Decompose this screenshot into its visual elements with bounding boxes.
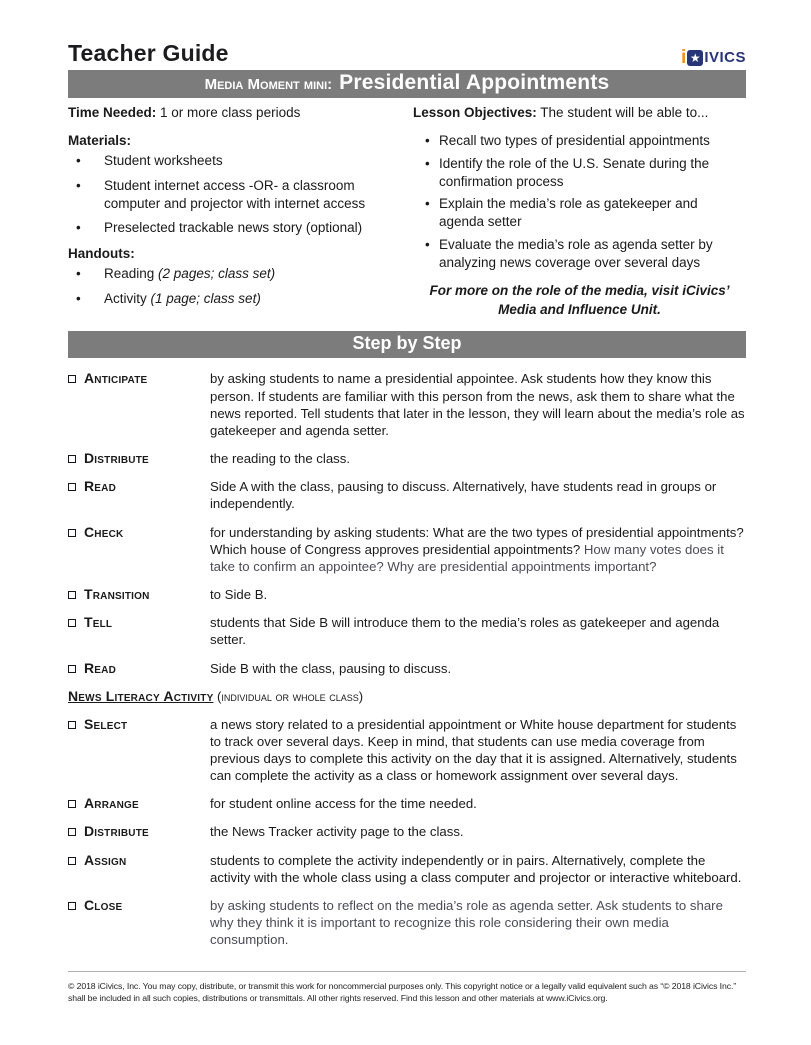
step-label: Tell (84, 614, 113, 631)
step-row (68, 716, 746, 785)
step-label: Distribute (84, 450, 149, 467)
time-needed-value: 1 or more class periods (156, 105, 301, 120)
step-row (68, 795, 746, 812)
step-description: to Side B. (210, 587, 268, 603)
step-row (68, 524, 746, 575)
objectives-intro-text: The student will be able to... (536, 105, 709, 120)
step-label: Transition (84, 586, 150, 603)
copyright-text: © 2018 iCivics, Inc. You may copy, distribute, or transmit this work for noncommercial purposes only. This copyright notice or a legally valid equivalent such as “© 2018 iCivics Inc.” shall be included in all such copies, distributions or transmittals. All other rights reserved. Find this lesson and other materials at www.iCivics.org. (68, 981, 737, 1003)
star-icon: ★ (687, 50, 703, 66)
checkbox-icon (68, 902, 76, 910)
materials-heading: Materials: (68, 133, 132, 148)
step-label: Distribute (84, 823, 149, 840)
materials-list (68, 152, 399, 237)
materials-item: • Student worksheets (68, 152, 399, 170)
step-row (68, 897, 746, 948)
step-description: students to complete the activity independently or in pairs. Alternatively, complete the activity with the whole class using a class computer and projector or interactive whiteboard. (210, 852, 742, 885)
step-description: by asking students to reflect on the media’s role as agenda setter. Ask students to share why they think it is important to recognize this role considering their own media consumption. (210, 897, 723, 948)
step-label: Select (84, 715, 128, 732)
checkbox-icon (68, 857, 76, 865)
step-row (68, 370, 746, 439)
step-description: students that Side B will introduce them to the media’s roles as gatekeeper and agenda setter. (210, 615, 720, 648)
step-description: for understanding by asking students: What are the two types of presidential appointments? Which house of Congress approves presidential appointments? How many votes does it take to confirm an appointee? Why are presidential appointments important? (210, 524, 744, 574)
logo-letter-i: i (681, 47, 687, 68)
checkbox-icon (68, 529, 76, 537)
objective-item: • Identify the role of the U.S. Senate during the confirmation process (413, 155, 746, 191)
objectives-list (413, 132, 746, 272)
materials-column (68, 124, 413, 319)
step-by-step-banner: Step by Step (68, 331, 746, 358)
objective-item: • Recall two types of presidential appointments (413, 132, 746, 150)
checkbox-icon (68, 828, 76, 836)
step-description: by asking students to name a presidential appointee. Ask students how they know this person. If students are familiar with this person from the news, ask them to share what the news reported. Tell students that later in the lesson, they will learn about the media’s role as gatekeeper and agenda setter. (210, 371, 745, 438)
step-row (68, 586, 746, 603)
steps-activity (68, 716, 746, 949)
time-needed (68, 105, 413, 120)
banner-title: Presidential Appointments (339, 71, 610, 94)
materials-item: • Preselected trackable news story (optional) (68, 219, 399, 237)
objective-item: • Evaluate the media’s role as agenda setter by analyzing news coverage over several days (413, 236, 746, 272)
objectives-column (413, 124, 746, 319)
lesson-title-banner (68, 70, 746, 98)
step-label: Anticipate (84, 370, 148, 387)
copyright-footer (68, 971, 746, 1004)
checkbox-icon (68, 455, 76, 463)
lesson-objectives-intro (413, 105, 746, 120)
checkbox-icon (68, 591, 76, 599)
step-description: the reading to the class. (210, 451, 351, 467)
media-unit-note: For more on the role of the media, visit iCivics’ Media and Influence Unit. (429, 282, 730, 317)
step-label: Close (84, 896, 123, 913)
checkbox-icon (68, 800, 76, 808)
step-label: Read (84, 659, 117, 676)
checkbox-icon (68, 619, 76, 627)
step-label: Read (84, 478, 117, 495)
time-needed-label: Time Needed: (68, 105, 157, 120)
step-row (68, 823, 746, 840)
step-description: the News Tracker activity page to the class. (210, 824, 464, 840)
handouts-heading: Handouts: (68, 246, 135, 262)
step-label: Check (84, 523, 124, 540)
handouts-item: • Activity (1 page; class set) (68, 290, 399, 308)
handouts-item: • Reading (2 pages; class set) (68, 265, 399, 283)
header (68, 40, 746, 67)
step-label: Assign (84, 851, 127, 868)
materials-item: • Student internet access -OR- a classroom computer and projector with internet access (68, 177, 399, 213)
steps-main (68, 370, 746, 676)
objective-item: • Explain the media’s role as gatekeeper and agenda setter (413, 195, 746, 231)
step-row (68, 614, 746, 648)
step-row (68, 852, 746, 886)
checkbox-icon (68, 721, 76, 729)
icivics-logo (681, 48, 746, 67)
page-title: Teacher Guide (68, 40, 229, 66)
objectives-label: Lesson Objectives: (413, 105, 537, 120)
news-literacy-heading (68, 688, 746, 704)
handouts-list (68, 265, 399, 308)
step-description: Side A with the class, pausing to discuss. Alternatively, have students read in groups or independently. (210, 479, 717, 512)
step-label: Arrange (84, 795, 139, 812)
news-literacy-subtitle: (individual or whole class) (213, 688, 364, 704)
checkbox-icon (68, 665, 76, 673)
banner-prefix: Media Moment mini: (204, 76, 333, 93)
step-row (68, 450, 746, 467)
step-row (68, 660, 746, 677)
meta-row (68, 105, 746, 120)
checkbox-icon (68, 375, 76, 383)
step-description: a news story related to a presidential appointment or White house department for students to track over several days. Keep in mind, that students can use media coverage from previous days to complete this activity on the day that it is assigned. Alternatively, students can complete the activity as a class or homework assignment over several days. (210, 716, 737, 784)
step-description: Side B with the class, pausing to discuss. (210, 660, 452, 676)
logo-text: IVICS (704, 49, 746, 66)
step-description: for student online access for the time needed. (210, 796, 477, 812)
step-row (68, 478, 746, 512)
checkbox-icon (68, 483, 76, 491)
news-literacy-title: News Literacy Activity (68, 687, 214, 704)
